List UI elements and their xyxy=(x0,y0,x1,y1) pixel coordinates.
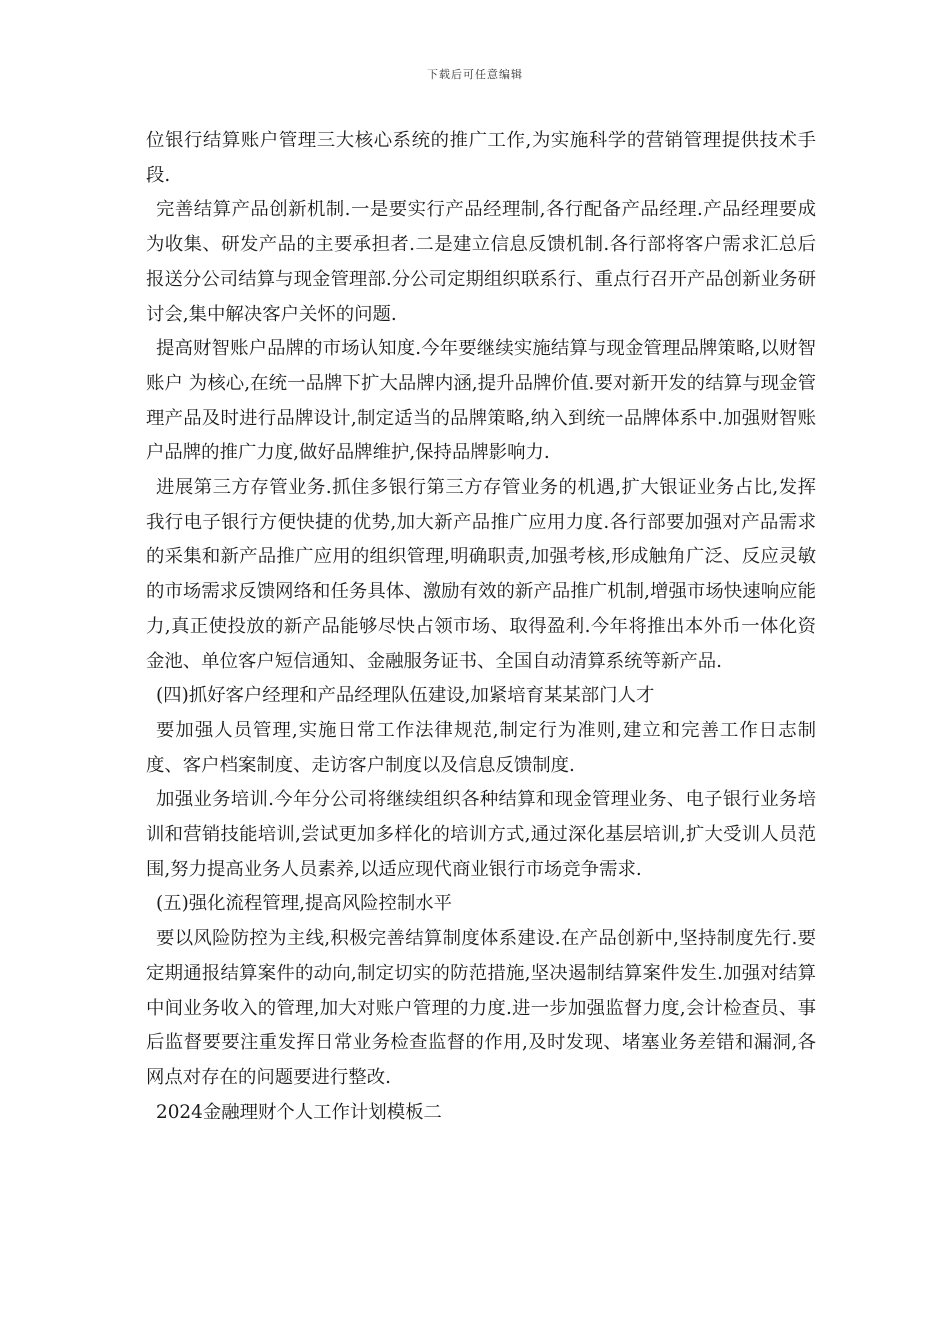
paragraph-2: 完善结算产品创新机制.一是要实行产品经理制,各行配备产品经理.产品经理要成为收集、研发产品的主要承担者.二是建立信息反馈机制.各行部将客户需求汇总后报送分公司结算与现金管理部.分公司定期组织联系行、重点行召开产品创新业务研讨会,集中解决客户关怀的问题. xyxy=(146,199,816,325)
section-heading-5: (五)强化流程管理,提高风险控制水平 xyxy=(156,893,453,915)
paragraph-6: 加强业务培训.今年分公司将继续组织各种结算和现金管理业务、电子银行业务培训和营销技能培训,尝试更加多样化的培训方式,通过深化基层培训,扩大受训人员范围,努力提高业务人员素养,以适应现代商业银行市场竞争需求. xyxy=(146,789,816,880)
document-body xyxy=(146,124,816,1130)
paragraph-3: 提高财智账户品牌的市场认知度.今年要继续实施结算与现金管理品牌策略,以财智账户 为核心,在统一品牌下扩大品牌内涵,提升品牌价值.要对新开发的结算与现金管理产品及时进行品牌设计,制定适当的品牌策略,纳入到统一品牌体系中.加强财智账户品牌的推广力度,做好品牌维护,保持品牌影响力. xyxy=(146,338,816,464)
page-header: 下载后可任意编辑 xyxy=(427,68,523,81)
paragraph-7: 要以风险防控为主线,积极完善结算制度体系建设.在产品创新中,坚持制度先行.要定期通报结算案件的动向,制定切实的防范措施,坚决遏制结算案件发生.加强对结算中间业务收入的管理,加大对账户管理的力度.进一步加强监督力度,会计检查员、事后监督要要注重发挥日常业务检查监督的作用,及时发现、堵塞业务差错和漏洞,各网点对存在的问题要进行整改. xyxy=(146,928,816,1088)
paragraph-1: 位银行结算账户管理三大核心系统的推广工作,为实施科学的营销管理提供技术手段. xyxy=(146,130,816,186)
document-title-next: 2024金融理财个人工作计划模板二 xyxy=(156,1101,442,1123)
paragraph-4: 进展第三方存管业务.抓住多银行第三方存管业务的机遇,扩大银证业务占比,发挥我行电子银行方便快捷的优势,加大新产品推广应用力度.各行部要加强对产品需求的采集和新产品推广应用的组织管理,明确职责,加强考核,形成触角广泛、反应灵敏的市场需求反馈网络和任务具体、激励有效的新产品推广机制,增强市场快速响应能力,真正使投放的新产品能够尽快占领市场、取得盈利.今年将推出本外币一体化资金池、单位客户短信通知、金融服务证书、全国自动清算系统等新产品. xyxy=(146,477,816,672)
paragraph-5: 要加强人员管理,实施日常工作法律规范,制定行为准则,建立和完善工作日志制度、客户档案制度、走访客户制度以及信息反馈制度. xyxy=(146,719,816,776)
section-heading-4: (四)抓好客户经理和产品经理队伍建设,加紧培育某某部门人才 xyxy=(156,685,655,707)
